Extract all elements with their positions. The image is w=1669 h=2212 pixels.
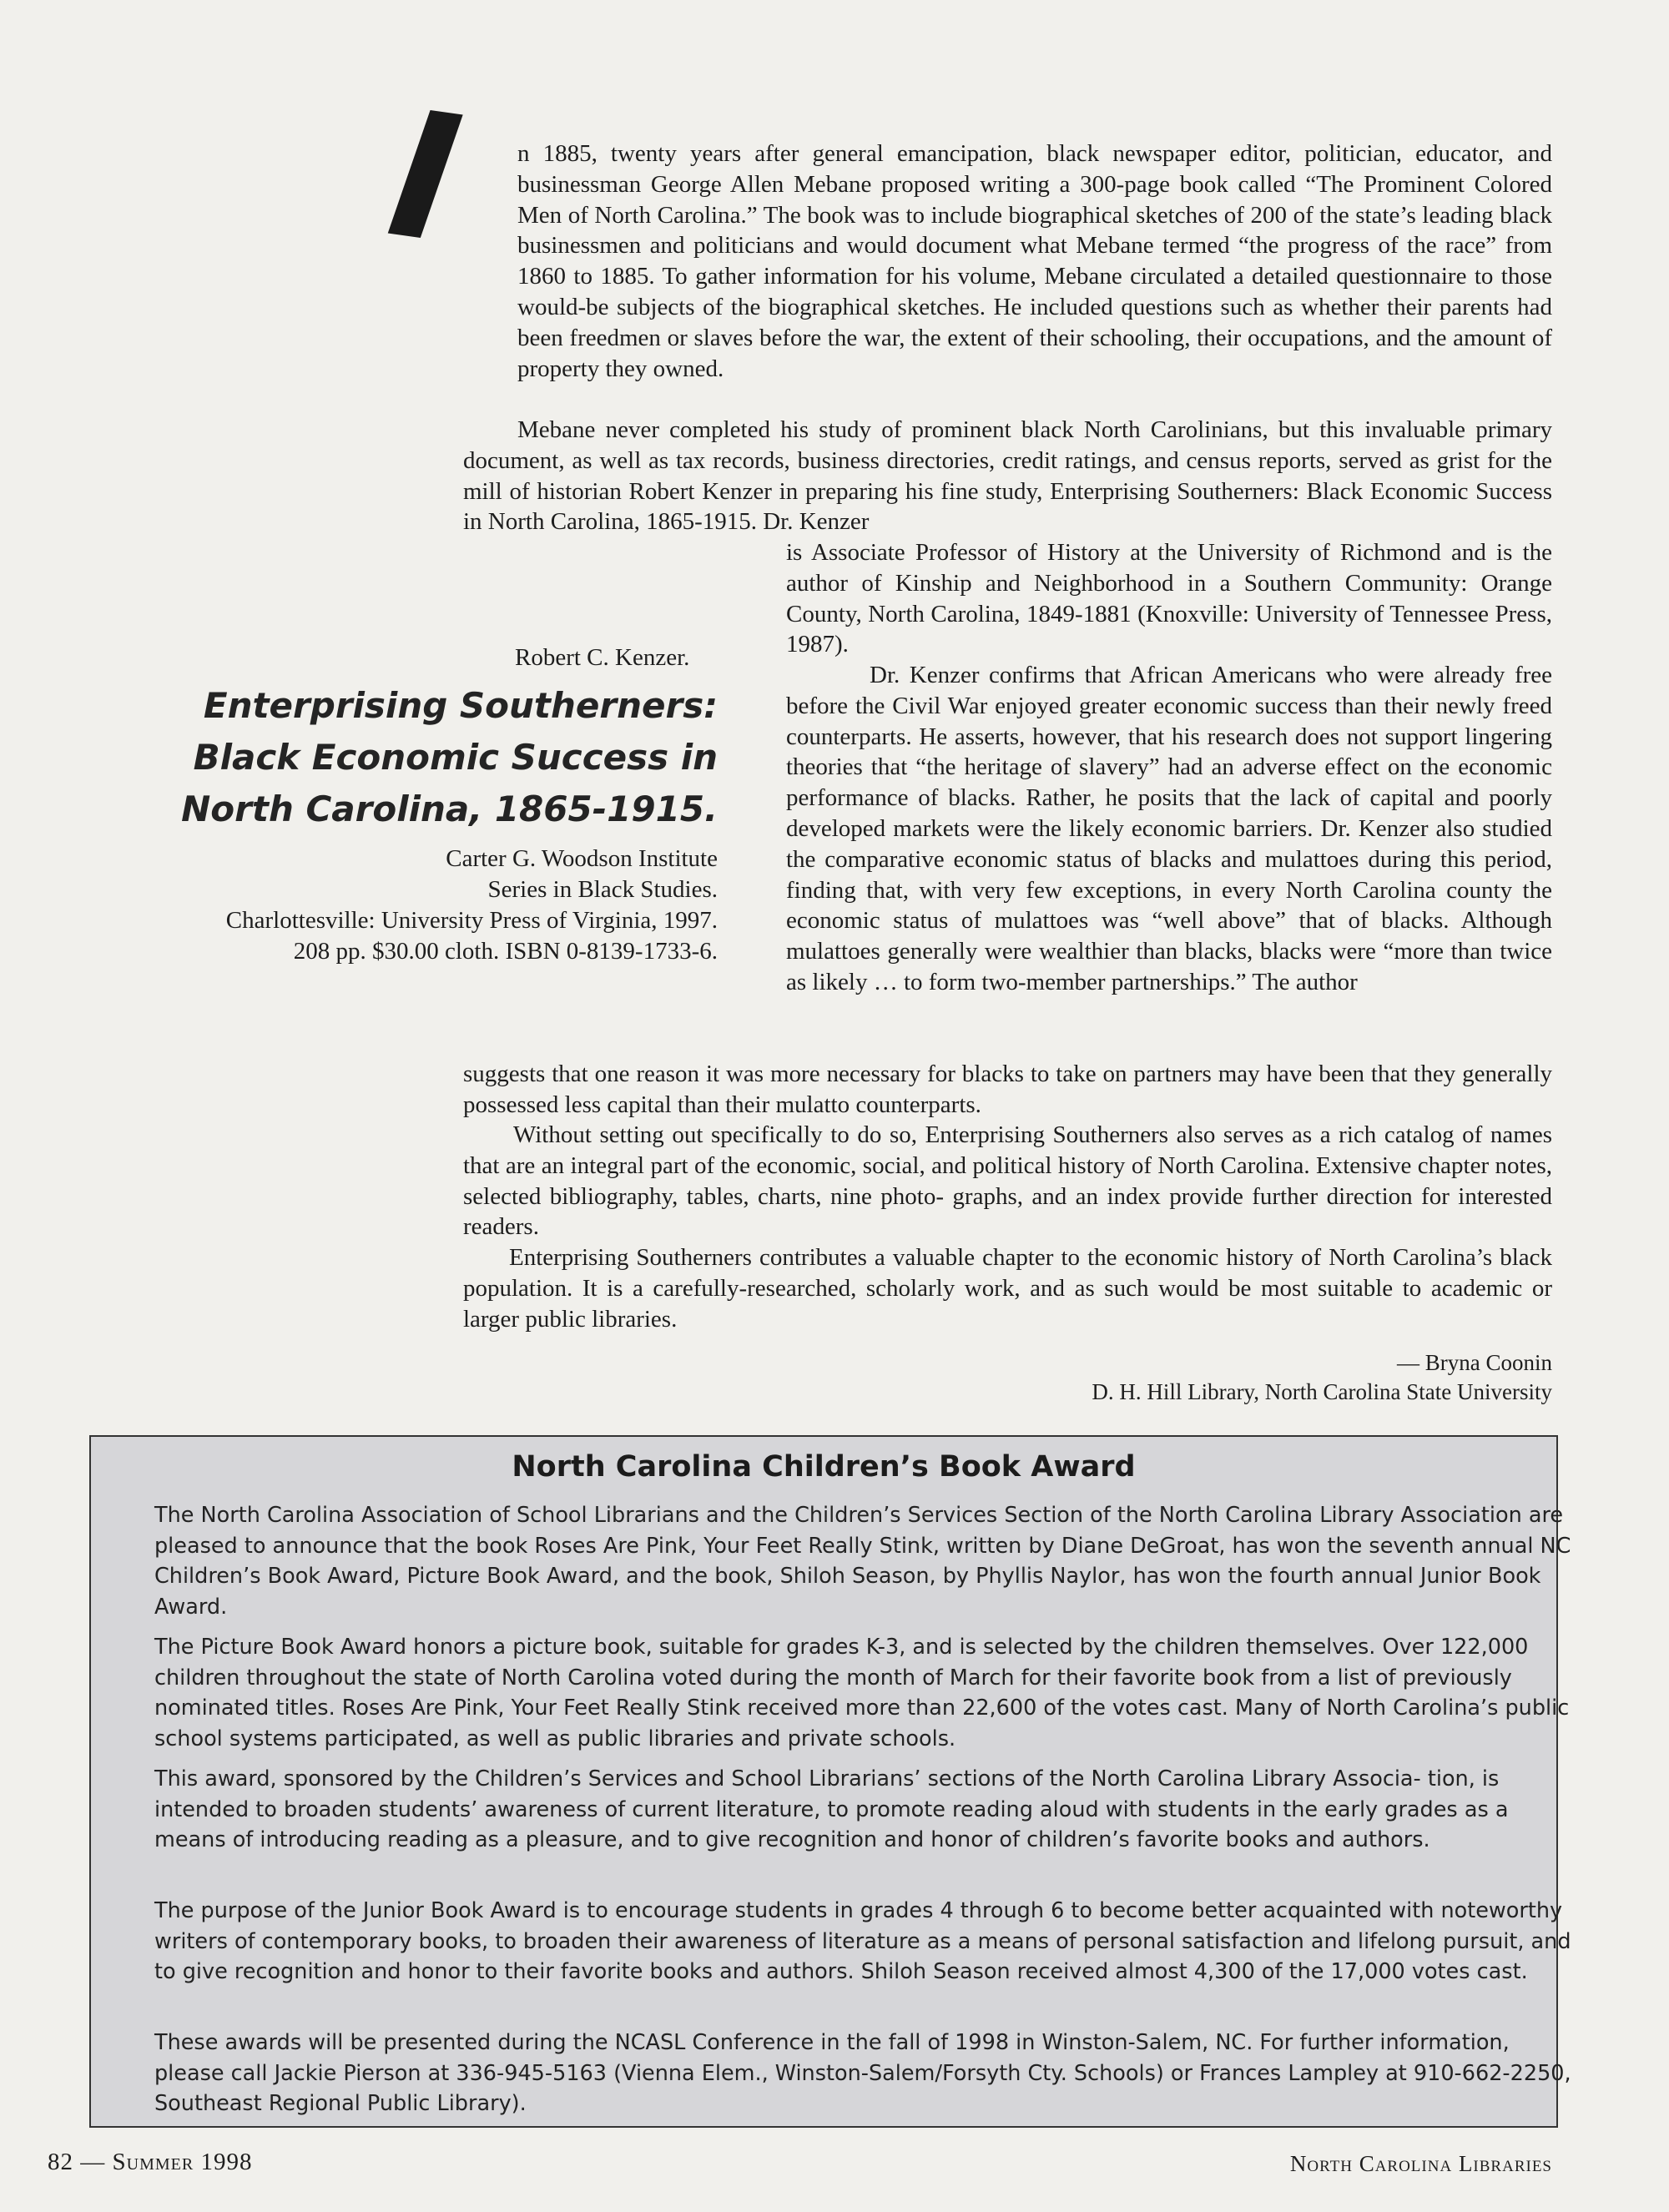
text-line: This award, sponsored by the Children’s Services and School Librarians’ sections of the North Carolina Library Associa- [154, 1766, 1421, 1791]
text-line: early grades as a means of introducing reading as a pleasure, and to give recognition and honor of children’s favorite [154, 1796, 1509, 1852]
text-line: The North Carolina Association of School Librarians and the Children’s Services Section of the North Carolina Library [154, 1503, 1394, 1528]
text-line: already free before the Civil War enjoyed greater economic [786, 662, 1553, 719]
review-paragraph [517, 139, 1552, 384]
book-title [181, 680, 718, 835]
text-line: twice as likely … to form two-member partnerships.” The author [786, 938, 1552, 995]
award-title: North Carolina Children’s Book Award [512, 1450, 1136, 1484]
book-series: Series in Black Studies. [487, 876, 718, 903]
text-line: heritage of slavery” had an adverse effect on the economic [964, 753, 1552, 781]
book-series: Carter G. Woodson Institute [446, 845, 718, 872]
reviewer-affiliation: D. H. Hill Library, North Carolina State University [1092, 1379, 1552, 1404]
text-line: catalog of names that are an integral part of the economic, social, and political history of [463, 1121, 1552, 1179]
text-line: a list of previously nominated titles. Roses Are Pink, Your Feet Really Stink received more than 22,600 of the votes cast. [154, 1665, 1512, 1721]
award-announcement-box [89, 1435, 1571, 2128]
text-line: success than their newly freed counterparts. He asserts, however, [786, 692, 1552, 750]
award-paragraph [154, 1500, 1581, 1622]
review-paragraph [463, 1242, 1552, 1334]
award-paragraph [154, 1632, 1581, 1754]
reviewer-name: — Bryna Coonin [1397, 1350, 1552, 1375]
review-paragraph [463, 1120, 1552, 1242]
text-line: Lampley at 910-662-2250, Southeast Regional Public Library). [154, 2060, 1571, 2116]
drop-cap: I [378, 71, 471, 284]
text-line: would document what Mebane termed “the progress of the race” from 1860 to 1885. To [517, 232, 1553, 290]
text-line: Many of North Carolina’s public school systems participated, as well as public libraries and private schools. [154, 1696, 1570, 1751]
book-author: Robert C. Kenzer. [515, 644, 690, 671]
text-line: would-be subjects of the biographical sketches. He included questions such as whether their [517, 293, 1432, 320]
text-line: invaluable primary document, as well as tax records, business directories, credit ratings, and [463, 416, 1552, 474]
text-line: North Carolina. Extensive chapter notes, selected bibliography, tables, charts, nine photo- [463, 1151, 1553, 1210]
text-line: graphs, and an index provide further direction for interested readers. [463, 1182, 1553, 1241]
text-line: Dr. Kenzer also studied the comparative economic status of blacks [786, 814, 1553, 873]
text-line: Association are pleased to announce that the book Roses Are Pink, Your Feet Really Stink, written by Diane DeGroat, has [154, 1503, 1564, 1559]
title-line: Enterprising Southerners: [203, 685, 718, 726]
text-line: Enterprising Southerners contributes a valuable chapter to the economic history of North [509, 1244, 1385, 1271]
text-line: most suitable to academic or larger public libraries. [463, 1274, 1553, 1333]
text-line: won the seventh annual NC Children’s Book Award, Picture Book Award, and the book, Shiloh Season, by Phyllis Naylor, [154, 1533, 1571, 1589]
review-paragraph [786, 660, 1552, 998]
text-line: Mebane never completed his study of prominent black North Carolinians, but this [517, 416, 1355, 443]
text-line: These awards will be presented during the NCASL Conference in the fall of 1998 in Winston-Salem, NC. For further [154, 2030, 1374, 2055]
text-line: that they generally possessed less capital than their mulatto counterparts. [463, 1061, 1553, 1118]
text-line: The Picture Book Award honors a picture book, suitable for grades K-3, and is selected by the children themselves. Over [154, 1635, 1434, 1660]
text-line: 122,000 children throughout the state of North Carolina voted during the month of March for their favorite book from [154, 1635, 1529, 1690]
text-line: study, Enterprising Southerners: Black Economic Success in North Carolina, 1865-1915. Dr. Kenzer [463, 477, 1552, 536]
text-line: noteworthy writers of contemporary books, to broaden their awareness of literature as a means of personal satisfaction [154, 1898, 1563, 1954]
text-line: Carolina’s black population. It is a carefully-researched, scholarly work, and as such would be [463, 1244, 1552, 1302]
text-line: gather information for his volume, Mebane circulated a detailed questionnaire to those [695, 263, 1553, 290]
award-paragraph [154, 2028, 1581, 2119]
text-line: occupations, and the amount of property they owned. [517, 324, 1552, 382]
review-paragraph [463, 1059, 1552, 1121]
review-paragraph [786, 537, 1552, 660]
award-paragraph [154, 1896, 1581, 1988]
page-number-issue: 82 — Summer 1998 [48, 2149, 253, 2175]
text-line: tion, is intended to broaden students’ awareness of current literature, to promote reading aloud with students in the [154, 1766, 1500, 1822]
text-line: information, please call Jackie Pierson at 336-945-5163 (Vienna Elem., Winston-Salem/Forsyth Cty. Schools) or Frances [154, 2030, 1510, 2086]
text-line: suggests that one reason it was more necessary for blacks to take on partners may have been [463, 1061, 1364, 1087]
text-line: books and authors. [1225, 1827, 1430, 1852]
publication-name: North Carolina Libraries [1289, 2151, 1552, 2176]
text-line: University of Tennessee Press, 1987). [786, 600, 1552, 658]
text-line: biographical sketches of 200 of the state’s leading black businessmen and politicians and [517, 201, 1553, 259]
text-line: performance of blacks. Rather, he posits that the lack of capital [786, 784, 1435, 812]
title-line: North Carolina, 1865-1915. [181, 789, 718, 829]
text-line: almost 4,300 of the 17,000 votes cast. [1115, 1959, 1528, 1984]
text-line: has won the fourth annual Junior Book Award. [154, 1564, 1541, 1620]
text-line: is Associate Professor of History at the University of Richmond [786, 539, 1441, 566]
text-line: n 1885, twenty years after general emancipation, black newspaper editor, politician, [517, 140, 1403, 167]
award-paragraph [154, 1764, 1581, 1856]
text-line: that his research does not support lingering theories that “the [786, 723, 1553, 781]
text-line: educator, and businessman George Allen Mebane proposed writing a 300-page book [517, 140, 1552, 198]
text-line: and is the author of Kinship and Neighborhood in a Southern [786, 539, 1552, 597]
review-paragraph [463, 415, 1552, 537]
book-pricing: 208 pp. $30.00 cloth. ISBN 0-8139-1733-6. [293, 938, 718, 965]
text-line: called “The Prominent Colored Men of North Carolina.” The book was to include [517, 170, 1553, 229]
text-line: The purpose of the Junior Book Award is to encourage students in grades 4 through 6 to become better acquainted with [154, 1898, 1435, 1923]
text-line: Without setting out specifically to do so, Enterprising Southerners also serves as a rich [513, 1121, 1377, 1148]
title-line: Black Economic Success in [193, 737, 718, 778]
text-line: Community: Orange County, North Carolina, 1849-1881 (Knoxville: [786, 569, 1552, 627]
text-line: and mulattoes during this period, finding that, with very few [786, 845, 1552, 904]
text-line: census reports, served as grist for the mill of historian Robert Kenzer in preparing his fine [463, 446, 1553, 505]
text-line: and lifelong pursuit, and to give recognition and honor to their favorite books and authors. Shiloh Season received [154, 1928, 1571, 1984]
text-line: exceptions, in every North Carolina county the economic status [786, 876, 1552, 935]
text-line: Dr. Kenzer confirms that African Americans who were [870, 662, 1424, 688]
text-line: and poorly developed markets were the likely economic barriers. [786, 784, 1552, 842]
text-line: of mulattoes was “well above” that of blacks. Although mulattoes [786, 907, 1553, 965]
text-line: parents had been freedmen or slaves before the war, the extent of their schooling, their [517, 293, 1552, 351]
book-publisher: Charlottesville: University Press of Virginia, 1997. [225, 907, 718, 934]
text-line: generally were wealthier than blacks, blacks were “more than [887, 938, 1493, 965]
